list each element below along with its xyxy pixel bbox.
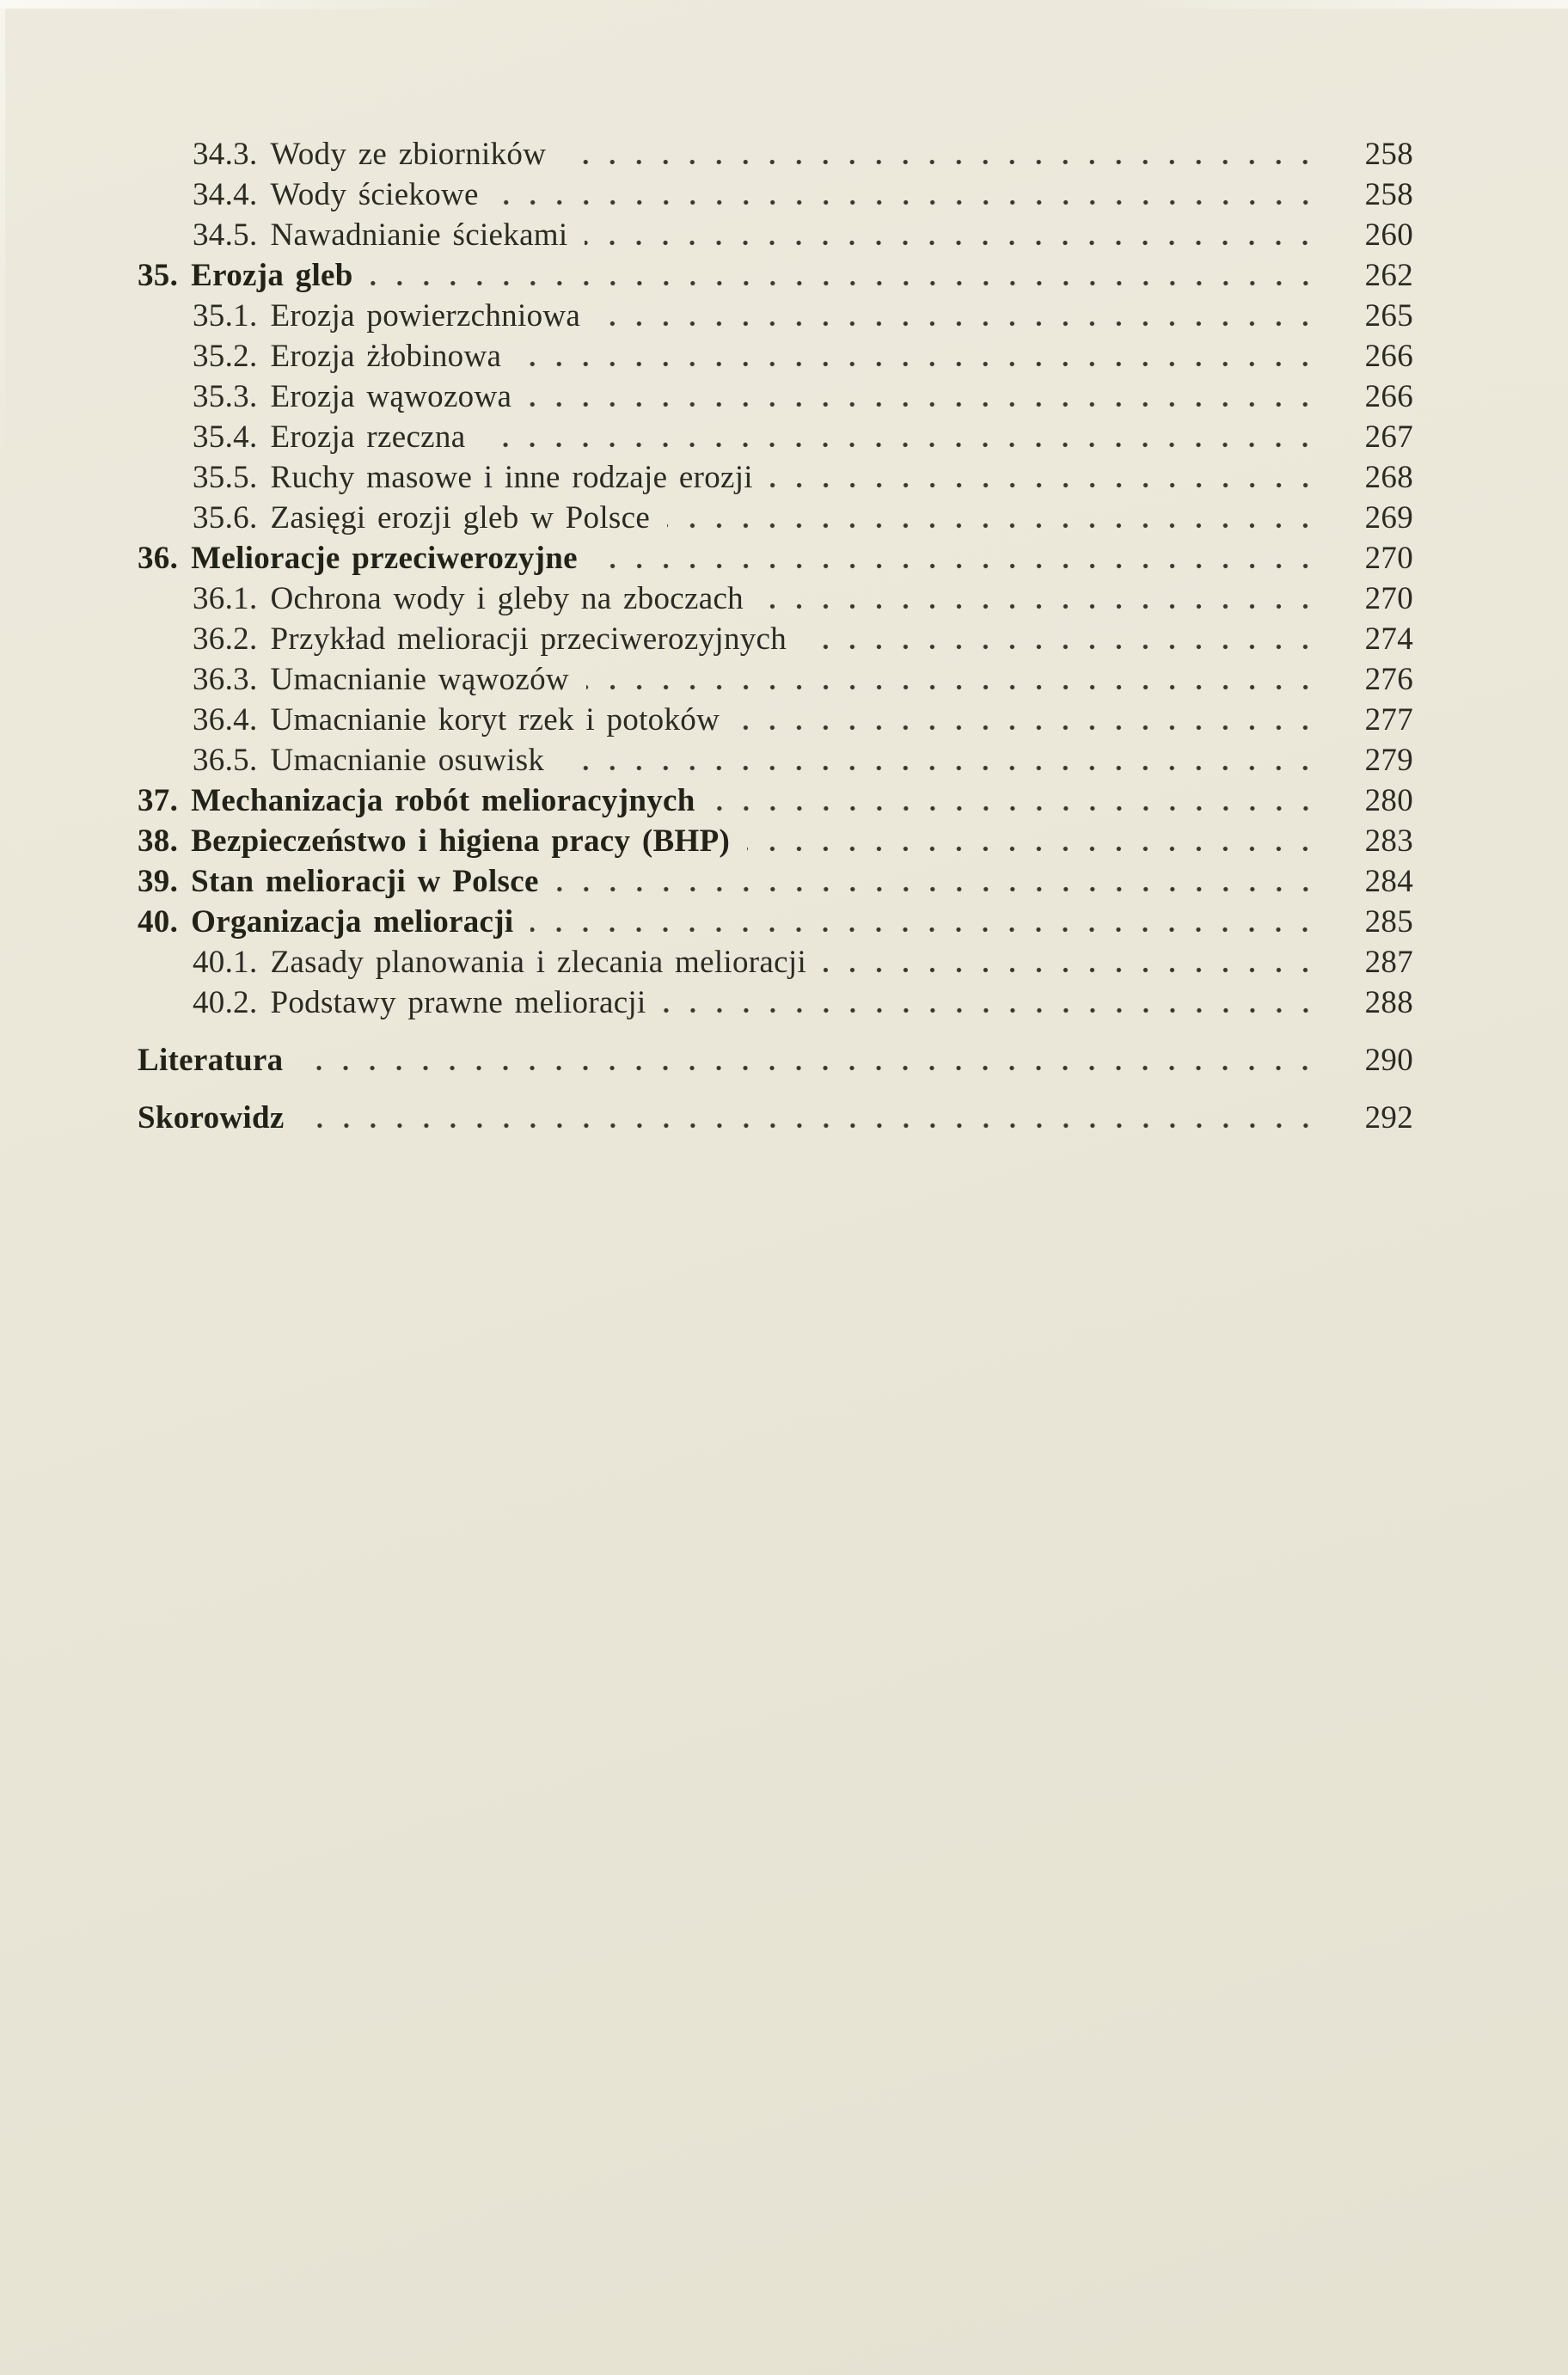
toc-entry-title: Zasady planowania i zlecania melioracji (270, 945, 807, 980)
toc-entry-page: 269 (1364, 500, 1413, 536)
toc-entry-page: 279 (1364, 743, 1413, 778)
toc-entry-page: 267 (1364, 419, 1413, 455)
toc-leader-dots (518, 336, 1319, 376)
toc-leader-dots (664, 982, 1319, 1023)
toc-leader-dots (824, 942, 1319, 982)
toc-entry-number: 34.5. (193, 217, 258, 253)
toc-entry (138, 942, 1413, 982)
toc-entry-number: 37. (138, 783, 179, 818)
toc-entry (138, 296, 1413, 336)
toc-leader-dots (482, 417, 1319, 457)
toc-entry-title: Umacnianie wąwozów (270, 662, 569, 697)
toc-entry-page: 260 (1364, 217, 1413, 253)
toc-entry-number: 38. (138, 823, 179, 859)
toc-entry-number: 36.2. (193, 621, 258, 657)
toc-entry-title: Erozja rzeczna (270, 419, 466, 455)
toc-leader-dots (595, 538, 1319, 578)
scan-edge-artifact-left (0, 0, 5, 2375)
toc-entry-title: Zasięgi erozji gleb w Polsce (270, 500, 651, 536)
toc-entry-page: 265 (1364, 298, 1413, 334)
toc-entry (138, 1040, 1413, 1080)
toc-entry (138, 700, 1413, 740)
toc-entry-title: Erozja powierzchniowa (270, 298, 581, 334)
toc-entry-page: 266 (1364, 379, 1413, 414)
toc-leader-dots (747, 821, 1319, 861)
toc-entry (138, 780, 1413, 821)
toc-entry (138, 659, 1413, 700)
toc-entry-number: 36.1. (193, 581, 258, 616)
toc-leader-dots (561, 740, 1319, 780)
toc-entry-number: 35.3. (193, 379, 258, 414)
toc-entry-page: 276 (1364, 662, 1413, 697)
toc-entry-number: 35.6. (193, 500, 258, 536)
toc-entry-number: 39. (138, 864, 179, 899)
toc-leader-dots (713, 780, 1319, 821)
toc-entry-page: 274 (1364, 621, 1413, 657)
toc-entry-title: Organizacja melioracji (191, 904, 514, 940)
toc-entry (138, 821, 1413, 861)
toc-entry-title: Bezpieczeństwo i higiena pracy (BHP) (191, 823, 731, 859)
toc-leader-dots (770, 457, 1319, 498)
toc-entry-page: 258 (1364, 137, 1413, 172)
toc-entry (138, 982, 1413, 1023)
toc-entry-number: 34.4. (193, 177, 258, 212)
toc-leader-dots (371, 255, 1319, 296)
toc-entry-page: 290 (1364, 1043, 1413, 1078)
toc-entry-page: 284 (1364, 864, 1413, 899)
toc-leader-dots (563, 134, 1319, 174)
toc-entry-number: 35.5. (193, 460, 258, 495)
toc-entry-page: 266 (1364, 339, 1413, 374)
toc-entry-number: 36.4. (193, 702, 258, 738)
toc-entry-title: Wody ze zbiorników (270, 137, 547, 172)
toc-entry-number: 36.5. (193, 743, 258, 778)
toc-entry-page: 283 (1364, 823, 1413, 859)
toc-entry-number: 40.1. (193, 945, 258, 980)
toc-entry-number: 36.3. (193, 662, 258, 697)
toc-entry-title: Stan melioracji w Polsce (191, 864, 539, 899)
toc-entry-title: Umacnianie koryt rzek i potoków (270, 702, 720, 738)
toc-entry-number: 35.1. (193, 298, 258, 334)
toc-entry (138, 215, 1413, 255)
toc-leader-dots (586, 659, 1319, 700)
toc-leader-dots (667, 498, 1319, 538)
toc-entry (138, 417, 1413, 457)
toc-entry-page: 270 (1364, 581, 1413, 616)
toc-entry-title: Melioracje przeciwerozyjne (191, 541, 578, 576)
toc-entry-page: 288 (1364, 985, 1413, 1020)
toc-entry-title: Skorowidz (138, 1100, 285, 1135)
scan-edge-artifact-top (0, 0, 1568, 9)
toc-entry-number: 40. (138, 904, 179, 940)
toc-leader-dots (496, 174, 1319, 215)
toc-entry-page: 287 (1364, 945, 1413, 980)
toc-entry (138, 376, 1413, 417)
toc-entry-title: Wody ściekowe (270, 177, 479, 212)
toc-leader-dots (585, 215, 1319, 255)
toc-entry-title: Erozja wąwozowa (270, 379, 512, 414)
toc-entry (138, 174, 1413, 215)
toc-entry (138, 619, 1413, 659)
toc-entry-page: 277 (1364, 702, 1413, 738)
toc-entry-page: 280 (1364, 783, 1413, 818)
toc-entry-page: 268 (1364, 460, 1413, 495)
toc-entry-number: 35.2. (193, 339, 258, 374)
toc-entry (138, 1098, 1413, 1138)
toc-entry-title: Literatura (138, 1043, 284, 1078)
toc-entry-number: 36. (138, 541, 179, 576)
toc-entry (138, 740, 1413, 780)
table-of-contents (138, 134, 1413, 1138)
toc-leader-dots (300, 1040, 1319, 1080)
toc-entry (138, 498, 1413, 538)
toc-entry (138, 861, 1413, 902)
toc-leader-dots (529, 376, 1319, 417)
toc-entry-title: Ruchy masowe i inne rodzaje erozji (270, 460, 753, 495)
toc-entry (138, 134, 1413, 174)
toc-entry-number: 40.2. (193, 985, 258, 1020)
toc-leader-dots (761, 578, 1319, 619)
toc-leader-dots (302, 1098, 1319, 1138)
toc-entry-page: 258 (1364, 177, 1413, 212)
toc-leader-dots (597, 296, 1319, 336)
toc-entry-page: 285 (1364, 904, 1413, 940)
toc-entry-number: 34.3. (193, 137, 258, 172)
toc-entry (138, 902, 1413, 942)
toc-entry-title: Podstawy prawne melioracji (270, 985, 646, 1020)
toc-entry-number: 35. (138, 258, 179, 293)
toc-leader-dots (556, 861, 1319, 902)
toc-leader-dots (804, 619, 1319, 659)
toc-entry-page: 270 (1364, 541, 1413, 576)
toc-entry-title: Przykład melioracji przeciwerozyjnych (270, 621, 787, 657)
toc-entry-page: 262 (1364, 258, 1413, 293)
toc-leader-dots (737, 700, 1319, 740)
toc-entry (138, 255, 1413, 296)
toc-entry (138, 457, 1413, 498)
toc-entry-title: Erozja gleb (191, 258, 353, 293)
toc-entry (138, 538, 1413, 578)
toc-entry (138, 578, 1413, 619)
toc-entry-title: Umacnianie osuwisk (270, 743, 545, 778)
toc-entry (138, 336, 1413, 376)
toc-entry-title: Nawadnianie ściekami (270, 217, 568, 253)
toc-entry-title: Erozja żłobinowa (270, 339, 502, 374)
toc-leader-dots (530, 902, 1319, 942)
toc-entry-title: Mechanizacja robót melioracyjnych (191, 783, 695, 818)
toc-entry-title: Ochrona wody i gleby na zboczach (270, 581, 744, 616)
toc-entry-page: 292 (1364, 1100, 1413, 1135)
toc-entry-number: 35.4. (193, 419, 258, 455)
